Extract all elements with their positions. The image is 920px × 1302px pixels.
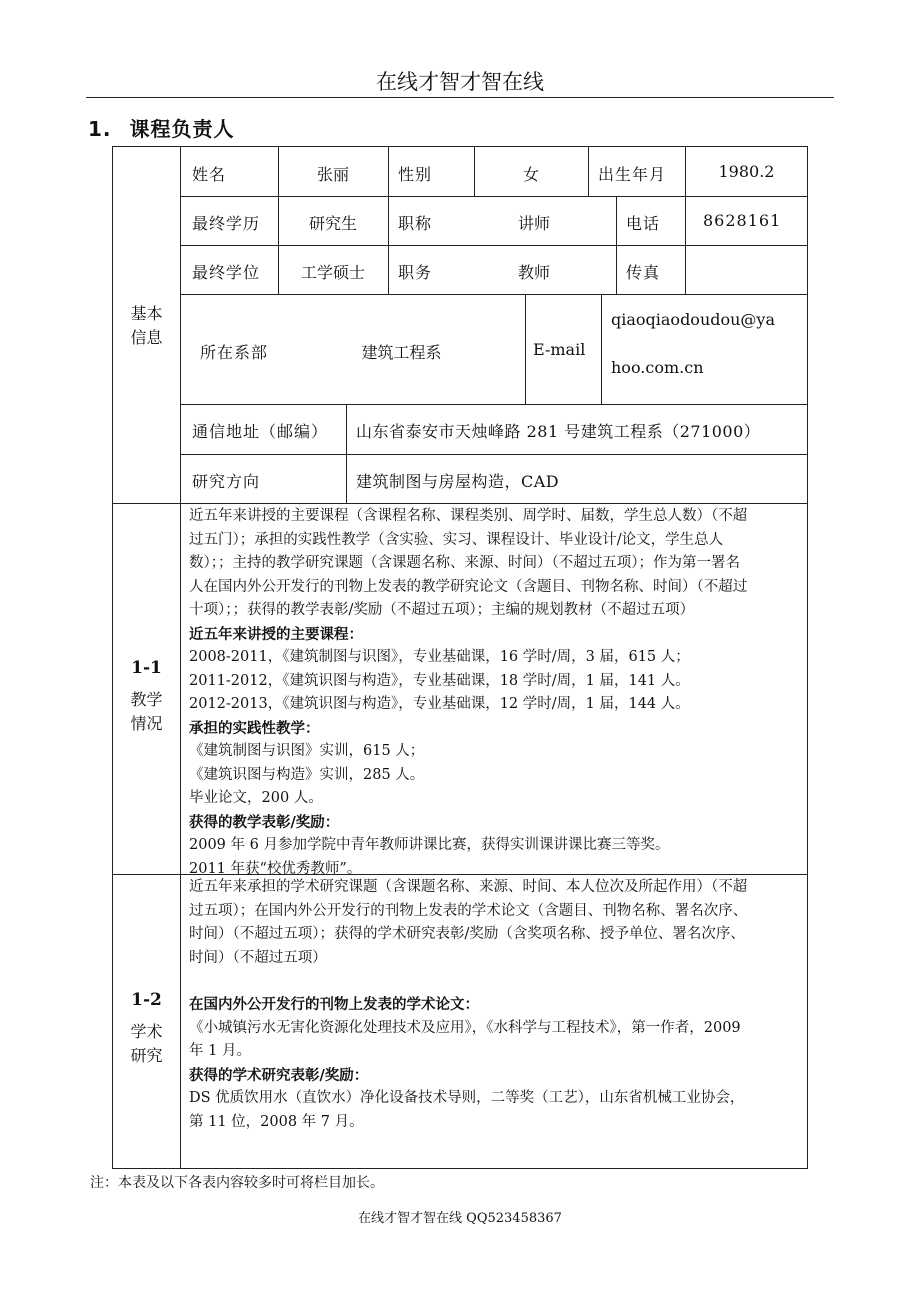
- paper-entry: 《小城镇污水无害化资源化处理技术及应用》，《水科学与工程技术》，第一作者，2009: [189, 1019, 741, 1036]
- col-divider: [601, 294, 602, 404]
- instruction-line: 人在国内外公开发行的刊物上发表的教学研究论文（含题目、刊物名称、时间）（不超过: [189, 578, 748, 595]
- department-value: 建筑工程系: [361, 343, 442, 362]
- section-number: 1.: [88, 117, 112, 141]
- research-award-entry: DS 优质饮用水（直饮水）净化设备技术导则，二等奖（工艺），山东省机械工业协会，: [189, 1090, 745, 1106]
- gender-value: 女: [522, 165, 539, 184]
- practice-entry: 《建筑制图与识图》实训，615 人；: [189, 743, 425, 759]
- practice-entry: 《建筑识图与构造》实训，285 人。: [189, 766, 425, 783]
- instruction-line: 时间）（不超过五项）: [189, 949, 327, 966]
- col-divider: [346, 404, 347, 503]
- section-code: 1-1: [131, 658, 162, 678]
- col-divider: [616, 196, 617, 294]
- section-heading: [88, 113, 235, 142]
- section-title: 课程负责人: [129, 117, 235, 141]
- row-divider: [180, 196, 808, 197]
- research-content: [189, 876, 803, 1134]
- instruction-line: 近五年来讲授的主要课程（含课程名称、课程类别、周学时、届数，学生总人数）（不超: [189, 508, 748, 524]
- instruction-line: 十项）；；获得的教学表彰/奖励（不超过五项）；主编的规划教材（不超过五项）: [189, 602, 695, 618]
- side-label-line: 信息: [130, 328, 163, 347]
- course-entry: 2008-2011，《建筑制图与识图》，专业基础课，16 学时/周，3 届，615 人；: [189, 649, 690, 665]
- duty-value: 教师: [517, 263, 550, 282]
- title-value: 讲师: [517, 214, 550, 233]
- courses-heading: 近五年来讲授的主要课程：: [189, 625, 363, 643]
- email-value-line2: hoo.com.cn: [611, 358, 704, 377]
- fax-label: 传真: [626, 263, 661, 282]
- practice-heading: 承担的实践性教学：: [189, 719, 320, 737]
- table-note: 注：本表及以下各表内容较多时可将栏目加长。: [90, 1175, 384, 1191]
- blank-line: [189, 970, 803, 993]
- side-label-line: 学术: [130, 1022, 163, 1041]
- title-label: 职称: [398, 214, 433, 233]
- teaching-award-entry: 2009 年 6 月参加学院中青年教师讲课比赛，获得实训课讲课比赛三等奖。: [189, 837, 670, 853]
- gender-label: 性别: [398, 165, 433, 184]
- name-label: 姓名: [192, 165, 227, 184]
- row-divider: [180, 294, 808, 295]
- birth-value: 1980.2: [718, 162, 775, 181]
- name-value: 张丽: [316, 165, 349, 184]
- side-label-line: 情况: [130, 714, 163, 733]
- research-award-entry: 第 11 位，2008 年 7 月。: [189, 1113, 364, 1130]
- phone-label: 电话: [626, 214, 661, 233]
- instruction-line: 近五年来承担的学术研究课题（含课题名称、来源、时间、本人位次及所起作用）（不超: [189, 879, 748, 895]
- address-value: 山东省泰安市天烛峰路 281 号建筑工程系（271000）: [356, 422, 761, 441]
- side-label-research: [113, 988, 180, 1068]
- col-divider: [588, 146, 589, 196]
- teaching-content: [189, 505, 803, 881]
- side-label-teaching: [113, 656, 180, 736]
- birth-label: 出生年月: [598, 165, 667, 184]
- phone-value: 8628161: [703, 211, 782, 230]
- address-label: 通信地址（邮编）: [192, 422, 329, 441]
- research-direction-value: 建筑制图与房屋构造，CAD: [356, 472, 560, 491]
- header-divider: [86, 97, 834, 98]
- degree-label: 最终学位: [192, 263, 261, 282]
- side-label-line: 研究: [130, 1046, 163, 1065]
- instruction-line: 过五门）；承担的实践性教学（含实验、实习、课程设计、毕业设计/论文，学生总人: [189, 531, 724, 548]
- teaching-award-entry: 2011 年获“校优秀教师”。: [189, 860, 362, 877]
- course-entry: 2011-2012，《建筑识图与构造》，专业基础课，18 学时/周，1 届，141 人。: [189, 672, 690, 689]
- education-value: 研究生: [308, 214, 357, 233]
- side-label-line: 基本: [130, 304, 163, 323]
- side-label-line: 教学: [130, 690, 163, 709]
- paper-entry: 年 1 月。: [189, 1043, 251, 1059]
- degree-value: 工学硕士: [300, 263, 365, 282]
- papers-heading: 在国内外公开发行的刊物上发表的学术论文：: [189, 996, 479, 1013]
- instruction-line: 时间）（不超过五项）；获得的学术研究表彰/奖励（含奖项名称、授予单位、署名次序、: [189, 926, 745, 942]
- page-header-title: 在线才智才智在线: [376, 70, 544, 94]
- section-code: 1-2: [131, 990, 162, 1010]
- practice-entry: 毕业论文，200 人。: [189, 790, 323, 806]
- row-divider: [180, 454, 808, 455]
- department-label: 所在系部: [200, 343, 269, 362]
- page-footer: 在线才智才智在线 QQ523458367: [358, 1211, 562, 1226]
- teaching-awards-heading: 获得的教学表彰/奖励：: [189, 813, 340, 831]
- section-divider: [112, 503, 808, 504]
- email-label: E-mail: [533, 340, 586, 359]
- education-label: 最终学历: [192, 214, 261, 233]
- research-awards-heading: 获得的学术研究表彰/奖励：: [189, 1066, 369, 1084]
- row-divider: [180, 404, 808, 405]
- instruction-line: 数）；；主持的教学研究课题（含课题名称、来源、时间）（不超过五项）；作为第一署名: [189, 555, 740, 571]
- col-divider: [388, 146, 389, 294]
- col-divider: [525, 294, 526, 404]
- course-entry: 2012-2013，《建筑识图与构造》，专业基础课，12 学时/周，1 届，144 人。: [189, 696, 690, 712]
- side-label-basic: [113, 302, 180, 350]
- instruction-line: 过五项）；在国内外公开发行的刊物上发表的学术论文（含题目、刊物名称、署名次序、: [189, 902, 748, 919]
- row-divider: [180, 245, 808, 246]
- side-column-divider: [180, 146, 181, 1169]
- duty-label: 职务: [398, 263, 433, 282]
- email-value-line1: qiaoqiaodoudou@ya: [611, 310, 775, 329]
- research-direction-label: 研究方向: [192, 472, 261, 491]
